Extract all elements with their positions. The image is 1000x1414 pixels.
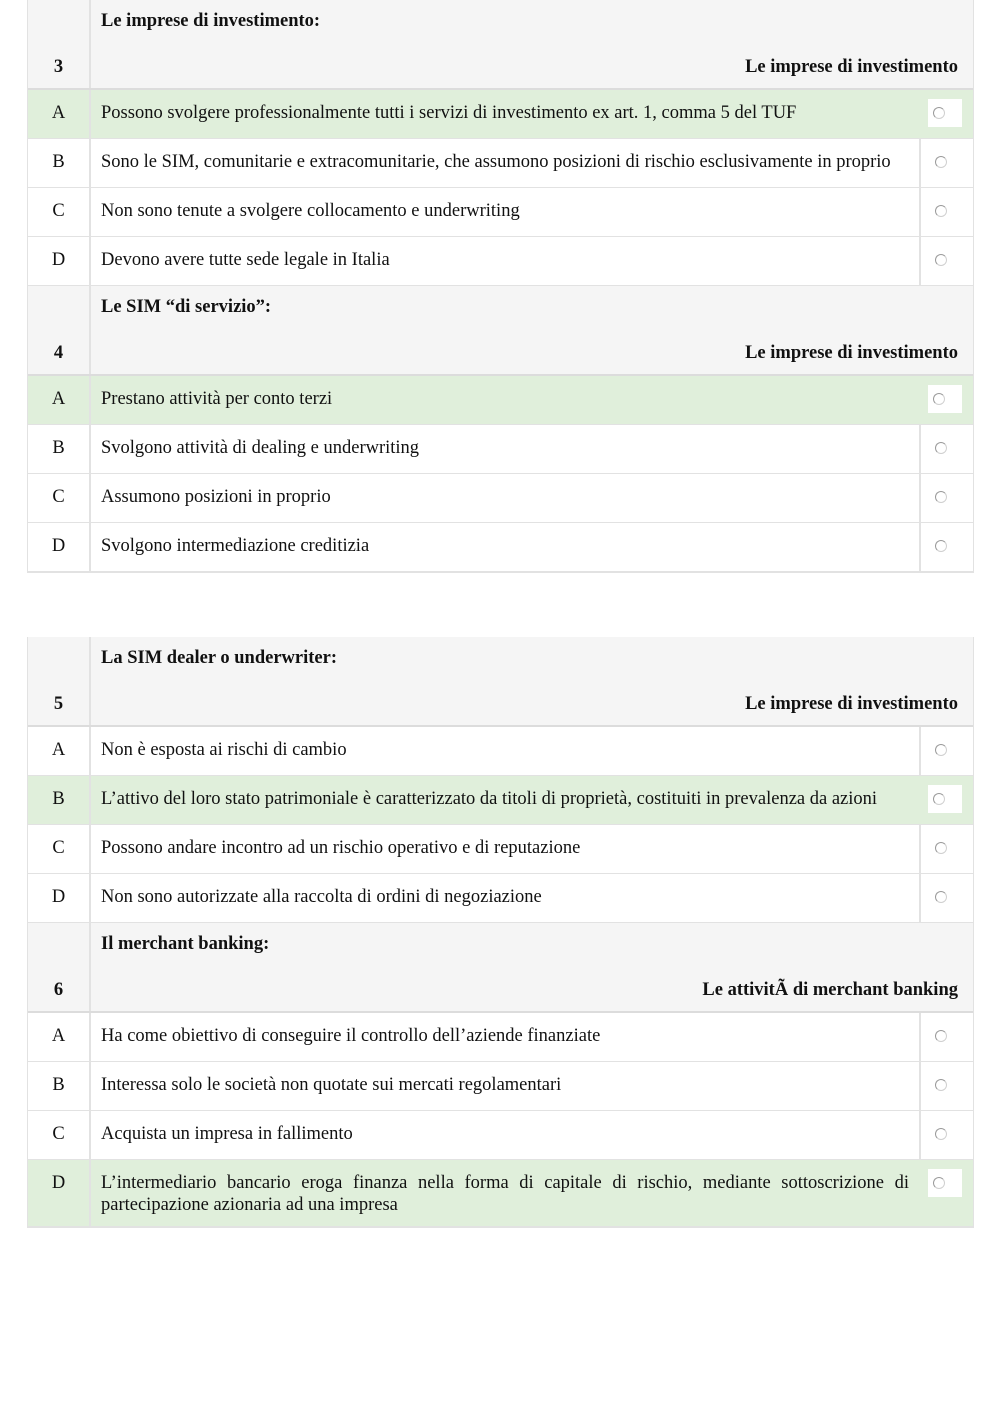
answer-radio-cell — [919, 874, 973, 922]
answer-radio-cell — [919, 1111, 973, 1159]
question-header — [28, 637, 973, 727]
answer-text: Svolgono attività di dealing e underwriting — [101, 438, 420, 458]
answer-letter: C — [28, 825, 91, 873]
radio-button[interactable] — [935, 1079, 947, 1091]
radio-button[interactable] — [935, 891, 947, 903]
answer-radio-cell — [919, 825, 973, 873]
answer-radio-cell — [919, 1013, 973, 1061]
answer-row[interactable] — [28, 188, 973, 237]
answer-letter: D — [28, 1160, 91, 1226]
answer-radio-cell — [919, 376, 973, 424]
answer-letter: C — [28, 474, 91, 522]
answer-letter: D — [28, 874, 91, 922]
answer-letter: C — [28, 1111, 91, 1159]
answer-text: Assumono posizioni in proprio — [101, 487, 331, 507]
answer-text: Non è esposta ai rischi di cambio — [101, 740, 347, 760]
answer-letter: B — [28, 776, 91, 824]
question-number: 4 — [28, 286, 91, 374]
answer-row[interactable] — [28, 1062, 973, 1111]
question-topic: Le imprese di investimento — [745, 694, 958, 714]
answer-radio-cell — [919, 425, 973, 473]
answer-text: Possono andare incontro ad un rischio operativo e di reputazione — [101, 838, 581, 858]
question-topic: Le attivitÃ di merchant banking — [702, 980, 958, 1000]
question-header — [28, 0, 973, 90]
answer-row[interactable] — [28, 425, 973, 474]
answer-row[interactable] — [28, 874, 973, 923]
answer-text: Non sono tenute a svolgere collocamento e underwriting — [101, 201, 520, 221]
question-text: La SIM dealer o underwriter: — [101, 648, 338, 668]
answer-letter: A — [28, 727, 91, 775]
question-body — [91, 0, 973, 88]
answer-letter: B — [28, 425, 91, 473]
answer-text: Svolgono intermediazione creditizia — [101, 536, 370, 556]
answer-radio-cell — [919, 139, 973, 187]
answer-row[interactable] — [28, 1160, 973, 1227]
question-body — [91, 637, 973, 725]
answer-text: Acquista un impresa in fallimento — [101, 1124, 353, 1144]
answer-radio-cell — [919, 237, 973, 285]
answer-text: Interessa solo le società non quotate sui mercati regolamentari — [101, 1075, 562, 1095]
answer-radio-cell — [919, 727, 973, 775]
radio-button[interactable] — [935, 254, 947, 266]
question-number: 6 — [28, 923, 91, 1011]
question-text: Le SIM “di servizio”: — [101, 297, 272, 317]
answer-row[interactable] — [28, 90, 973, 139]
question-number: 5 — [28, 637, 91, 725]
answer-row[interactable] — [28, 523, 973, 572]
radio-button[interactable] — [935, 1030, 947, 1042]
answer-radio-cell — [919, 90, 973, 138]
answer-letter: A — [28, 1013, 91, 1061]
quiz-block-2 — [27, 637, 974, 1228]
radio-button[interactable] — [933, 393, 945, 405]
question-body — [91, 286, 973, 374]
radio-button[interactable] — [935, 1128, 947, 1140]
answer-text: L’attivo del loro stato patrimoniale è caratterizzato da titoli di proprietà, costituiti in prevalenza da azioni — [101, 789, 878, 809]
answer-letter: B — [28, 139, 91, 187]
answer-letter: B — [28, 1062, 91, 1110]
answer-letter: C — [28, 188, 91, 236]
answer-text: Non sono autorizzate alla raccolta di ordini di negoziazione — [101, 887, 542, 907]
answer-text: Possono svolgere professionalmente tutti i servizi di investimento ex art. 1, comma 5 del TUF — [101, 103, 797, 123]
question-text: Il merchant banking: — [101, 934, 270, 954]
radio-button[interactable] — [935, 744, 947, 756]
question-body — [91, 923, 973, 1011]
answer-row[interactable] — [28, 139, 973, 188]
radio-button[interactable] — [935, 156, 947, 168]
answer-letter: D — [28, 237, 91, 285]
question-topic: Le imprese di investimento — [745, 343, 958, 363]
answer-radio-cell — [919, 1062, 973, 1110]
question-header — [28, 923, 973, 1013]
answer-row[interactable] — [28, 1013, 973, 1062]
answer-radio-cell — [919, 188, 973, 236]
radio-button[interactable] — [935, 491, 947, 503]
answer-row[interactable] — [28, 776, 973, 825]
answer-row[interactable] — [28, 727, 973, 776]
question-header — [28, 286, 973, 376]
answer-row[interactable] — [28, 474, 973, 523]
answer-radio-cell — [919, 523, 973, 571]
radio-button[interactable] — [933, 1177, 945, 1189]
answer-text: Sono le SIM, comunitarie e extracomunitarie, che assumono posizioni di rischio esclusivamente in proprio — [101, 152, 891, 172]
answer-text: Devono avere tutte sede legale in Italia — [101, 250, 390, 270]
answer-row[interactable] — [28, 376, 973, 425]
radio-button[interactable] — [935, 205, 947, 217]
question-topic: Le imprese di investimento — [745, 57, 958, 77]
radio-button[interactable] — [935, 540, 947, 552]
answer-text: L’intermediario bancario eroga finanza nella forma di capitale di rischio, mediante sottoscrizione di partecipazione azionaria ad una impresa — [101, 1173, 909, 1215]
radio-button[interactable] — [933, 793, 945, 805]
question-text: Le imprese di investimento: — [101, 11, 321, 31]
answer-radio-cell — [919, 1160, 973, 1226]
answer-radio-cell — [919, 776, 973, 824]
answer-row[interactable] — [28, 825, 973, 874]
radio-button[interactable] — [935, 842, 947, 854]
radio-button[interactable] — [933, 107, 945, 119]
answer-text: Ha come obiettivo di conseguire il controllo dell’aziende finanziate — [101, 1026, 601, 1046]
radio-button[interactable] — [935, 442, 947, 454]
quiz-block-1 — [27, 0, 974, 573]
answer-row[interactable] — [28, 1111, 973, 1160]
question-number: 3 — [28, 0, 91, 88]
answer-radio-cell — [919, 474, 973, 522]
answer-letter: A — [28, 376, 91, 424]
answer-letter: A — [28, 90, 91, 138]
answer-row[interactable] — [28, 237, 973, 286]
answer-letter: D — [28, 523, 91, 571]
answer-text: Prestano attività per conto terzi — [101, 389, 333, 409]
